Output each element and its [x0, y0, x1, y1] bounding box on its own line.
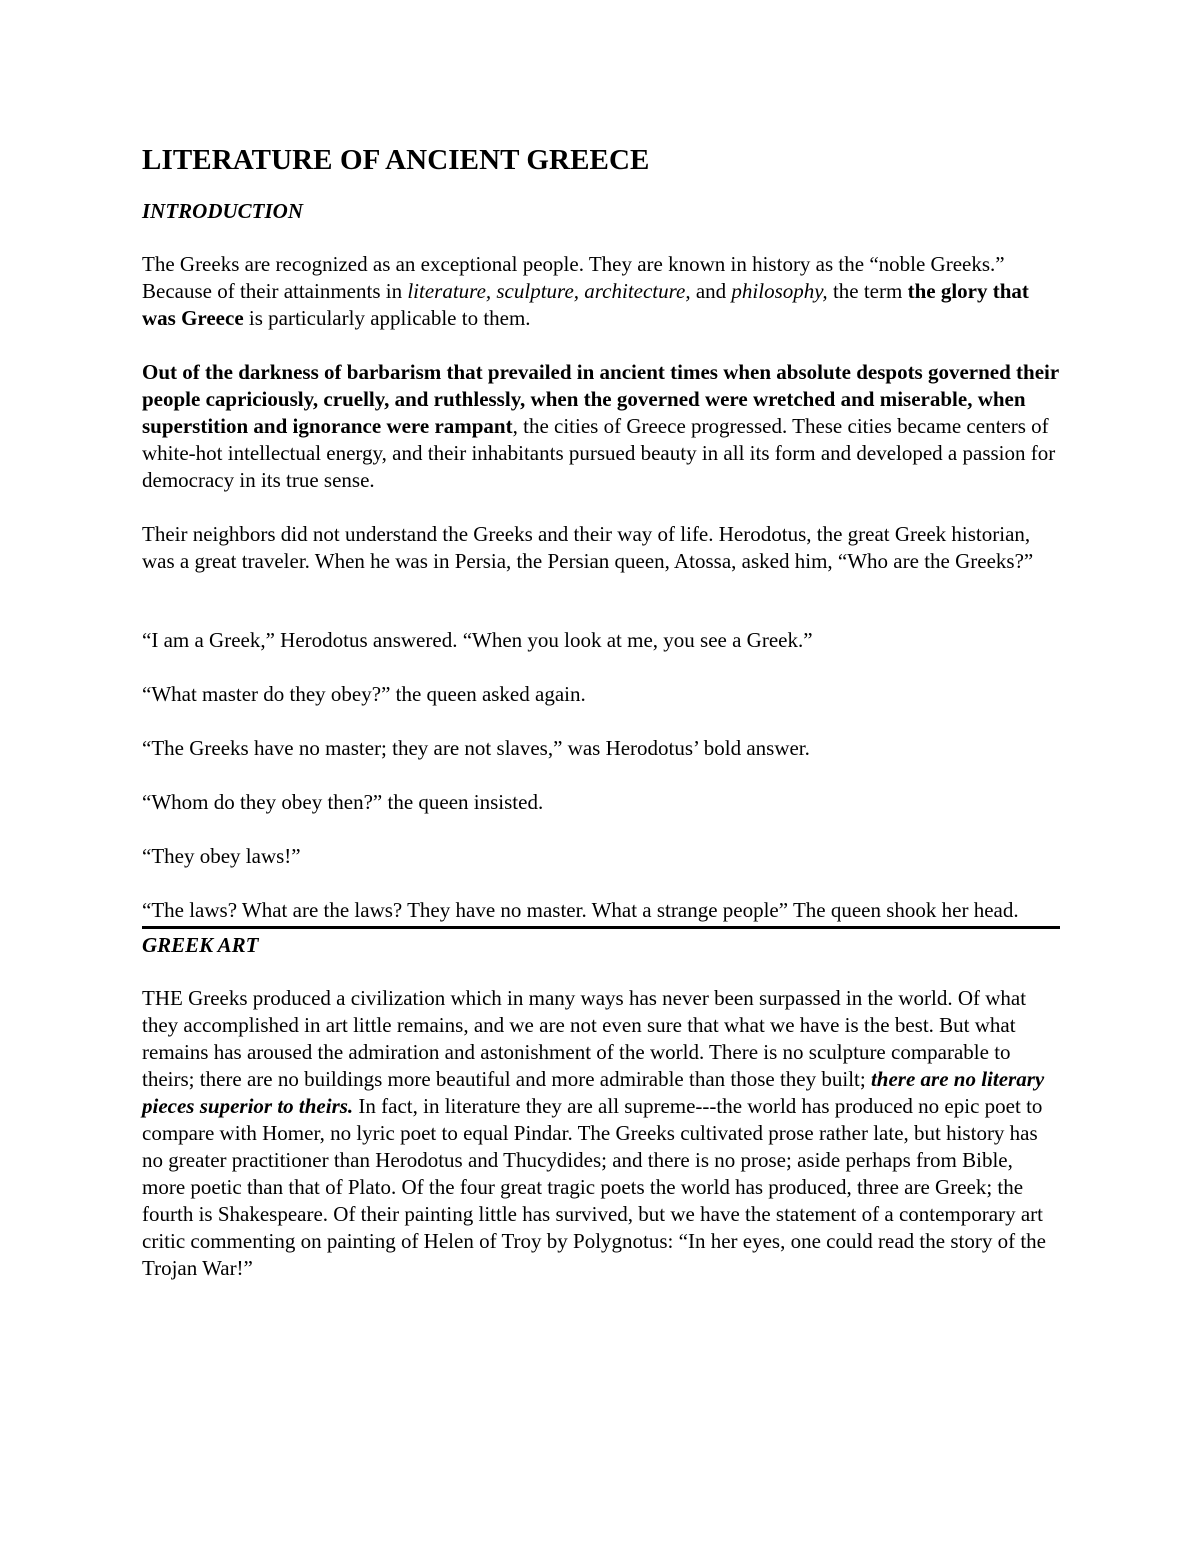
text-run-italic: literature, sculpture, architecture, — [407, 279, 691, 303]
text-run: , the cities of Greece progressed. These cities became centers of white-hot intellectual energy, and their inhabitants pursued beauty in all its form and developed a passion for democracy in its true sense. — [142, 414, 1056, 492]
dialogue-line-3: “The Greeks have no master; they are not slaves,” was Herodotus’ bold answer. — [142, 736, 810, 760]
dialogue-line-1: “I am a Greek,” Herodotus answered. “When you look at me, you see a Greek.” — [142, 628, 813, 652]
paragraph-intro-3: Their neighbors did not understand the Greeks and their way of life. Herodotus, the great Greek historian, was a great traveler. When he was in Persia, the Persian queen, Atossa, asked him, “Who are the Greeks?” — [142, 522, 1034, 573]
section-heading-greek-art: GREEK ART — [142, 933, 259, 957]
text-run-bold: Out of the darkness of barbarism that prevailed in ancient times when absolute despots governed their people capriciously, cruelly, and ruthlessly, when the governed were wretched and miserable, when superstition and ignorance were rampant — [142, 360, 1059, 438]
section-heading-introduction: INTRODUCTION — [142, 199, 304, 223]
paragraph-greek-art — [142, 985, 1060, 1282]
text-run-bold-italic: there are no literary pieces superior to theirs. — [142, 1067, 1045, 1118]
paragraph-intro-2 — [142, 359, 1060, 494]
dialogue-line-4: “Whom do they obey then?” the queen insisted. — [142, 790, 544, 814]
document-body — [142, 140, 1060, 1282]
text-run: In fact, in literature they are all supreme---the world has produced no epic poet to compare with Homer, no lyric poet to equal Pindar. The Greeks cultivated prose rather late, but history has no greater practitioner than Herodotus and Thucydides; and there is no prose; aside perhaps from Bible, more poetic than that of Plato. Of the four great tragic poets the world has produced, three are Greek; the fourth is Shakespeare. Of their painting little has survived, but we have the statement of a contemporary art critic commenting on painting of Helen of Troy by Polygnotus: “In her eyes, one could read the story of the Trojan War!” — [142, 1094, 1046, 1280]
text-run-italic: philosophy, — [731, 279, 828, 303]
text-run-bold: the glory that was Greece — [142, 279, 1029, 330]
document-title: LITERATURE OF ANCIENT GREECE — [142, 144, 650, 176]
text-run: The Greeks are recognized as an exceptional people. They are known in history as the “noble Greeks.” Because of their attainments in — [142, 252, 1005, 303]
dialogue-line-6: “The laws? What are the laws? They have no master. What a strange people” The queen shook her head. — [142, 898, 1019, 922]
text-run: and — [690, 279, 732, 303]
text-run: is particularly applicable to them. — [243, 306, 531, 330]
paragraph-intro-1 — [142, 251, 1060, 332]
dialogue-line-5: “They obey laws!” — [142, 844, 301, 868]
dialogue-line-2: “What master do they obey?” the queen asked again. — [142, 682, 586, 706]
horizontal-rule — [142, 926, 1060, 929]
text-run: the term — [827, 279, 908, 303]
text-run: THE Greeks produced a civilization which in many ways has never been surpassed in the world. Of what they accomplished in art little remains, and we are not even sure that what we have is the best. But what remains has aroused the admiration and astonishment of the world. There is no sculpture comparable to theirs; there are no buildings more beautiful and more admirable than those they built; — [142, 986, 1027, 1091]
